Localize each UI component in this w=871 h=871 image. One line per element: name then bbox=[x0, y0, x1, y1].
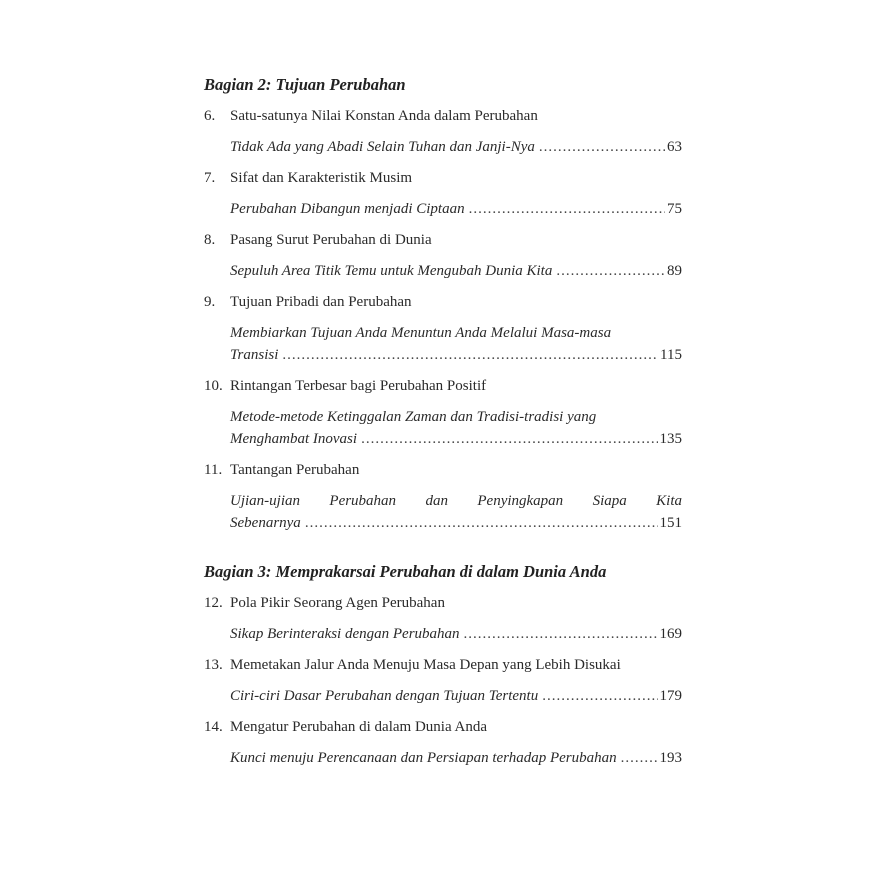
chapter-number: 8. bbox=[204, 232, 216, 248]
chapter-subtitle-line1: Ujian-ujian Perubahan dan Penyingkapan Siapa Kita bbox=[230, 493, 682, 509]
chapter-title: Memetakan Jalur Anda Menuju Masa Depan yang Lebih Disukai bbox=[230, 657, 621, 673]
chapter-number: 13. bbox=[204, 657, 223, 673]
chapter-title: Pasang Surut Perubahan di Dunia bbox=[230, 232, 432, 248]
chapter-subtitle-line1: Membiarkan Tujuan Anda Menuntun Anda Melalui Masa-masa bbox=[230, 325, 612, 341]
dot-leader bbox=[305, 512, 658, 534]
chapter-title: Satu-satunya Nilai Konstan Anda dalam Perubahan bbox=[230, 108, 538, 124]
chapter-8 bbox=[204, 229, 682, 282]
page-number: 75 bbox=[667, 201, 682, 217]
dot-leader bbox=[361, 428, 657, 450]
chapter-subtitle-line1: Metode-metode Ketinggalan Zaman dan Tradisi-tradisi yang bbox=[230, 409, 597, 425]
page-number: 135 bbox=[659, 431, 682, 447]
dot-leader bbox=[469, 198, 665, 220]
chapter-title: Sifat dan Karakteristik Musim bbox=[230, 170, 413, 186]
dot-leader bbox=[539, 136, 665, 158]
page-number: 193 bbox=[659, 750, 682, 766]
chapter-9 bbox=[204, 291, 682, 366]
chapter-10 bbox=[204, 375, 682, 450]
chapter-subtitle: Transisi bbox=[230, 347, 279, 363]
chapter-14 bbox=[204, 716, 682, 769]
dot-leader bbox=[282, 344, 658, 366]
chapter-title: Mengatur Perubahan di dalam Dunia Anda bbox=[230, 719, 488, 735]
page-number: 89 bbox=[667, 263, 682, 279]
dot-leader bbox=[556, 260, 665, 282]
chapter-subtitle: Ciri-ciri Dasar Perubahan dengan Tujuan Tertentu bbox=[230, 688, 539, 704]
chapter-subtitle: Sikap Berinteraksi dengan Perubahan bbox=[230, 626, 460, 642]
chapter-number: 10. bbox=[204, 378, 223, 394]
chapter-number: 11. bbox=[204, 462, 223, 478]
chapter-title: Tujuan Pribadi dan Perubahan bbox=[230, 294, 412, 310]
chapter-subtitle: Tidak Ada yang Abadi Selain Tuhan dan Janji-Nya bbox=[230, 139, 535, 155]
dot-leader bbox=[464, 623, 658, 645]
chapter-subtitle: Menghambat Inovasi bbox=[230, 431, 358, 447]
section-title: Bagian 3: Memprakarsai Perubahan di dalam Dunia Anda bbox=[204, 562, 607, 581]
chapter-subtitle: Sepuluh Area Titik Temu untuk Mengubah Dunia Kita bbox=[230, 263, 553, 279]
page-number: 169 bbox=[659, 626, 682, 642]
chapter-12 bbox=[204, 592, 682, 645]
chapter-13 bbox=[204, 654, 682, 707]
chapter-title: Rintangan Terbesar bagi Perubahan Positif bbox=[230, 378, 487, 394]
page-number: 179 bbox=[659, 688, 682, 704]
page-number: 115 bbox=[660, 347, 682, 363]
section-bagian-2 bbox=[204, 74, 682, 534]
chapter-number: 12. bbox=[204, 595, 223, 611]
chapter-title: Pola Pikir Seorang Agen Perubahan bbox=[230, 595, 445, 611]
chapter-subtitle: Perubahan Dibangun menjadi Ciptaan bbox=[230, 201, 465, 217]
chapter-number: 6. bbox=[204, 108, 216, 124]
chapter-number: 9. bbox=[204, 294, 216, 310]
chapter-number: 14. bbox=[204, 719, 223, 735]
section-title: Bagian 2: Tujuan Perubahan bbox=[204, 75, 406, 94]
table-of-contents bbox=[204, 74, 682, 769]
section-bagian-3 bbox=[204, 561, 682, 769]
chapter-subtitle: Sebenarnya bbox=[230, 515, 301, 531]
chapter-11 bbox=[204, 459, 682, 534]
chapter-7 bbox=[204, 167, 682, 220]
chapter-number: 7. bbox=[204, 170, 216, 186]
chapter-title: Tantangan Perubahan bbox=[230, 462, 360, 478]
chapter-subtitle: Kunci menuju Perencanaan dan Persiapan terhadap Perubahan bbox=[230, 750, 617, 766]
page-number: 63 bbox=[667, 139, 682, 155]
dot-leader bbox=[542, 685, 657, 707]
chapter-6 bbox=[204, 105, 682, 158]
page-number: 151 bbox=[659, 515, 682, 531]
dot-leader bbox=[621, 747, 658, 769]
